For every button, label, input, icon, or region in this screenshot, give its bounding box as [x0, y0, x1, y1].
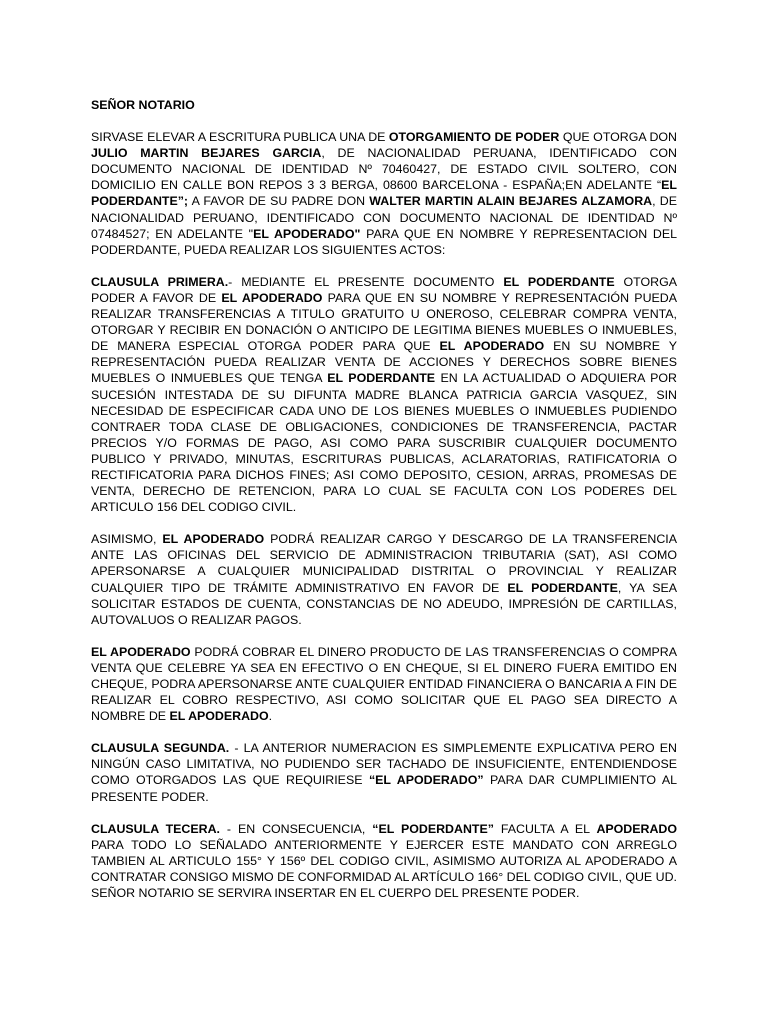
text-segment: PARA DAR CUMPLIMIENTO AL PRESENTE PODER. [91, 773, 678, 804]
paragraph-asimismo [91, 531, 677, 628]
text-segment: EN SU NOMBRE Y REPRESENTACIÓN PUEDA REALIZAR VENTA DE ACCIONES Y DERECHOS SOBRE BIENES MUEBLES O INMUEBLES QUE TENGA [91, 339, 677, 386]
text-segment: OTORGA PODER A FAVOR DE [91, 274, 677, 305]
text-segment: PODRÁ COBRAR EL DINERO PRODUCTO DE LAS TRANSFERENCIAS O COMPRA VENTA QUE CELEBRE YA SEA EN EFECTIVO O EN CHEQUE, SI EL DINERO FUERA EMITIDO EN CHEQUE, PODRA APERSONARSE ANTE CUALQUIER ENTIDAD FINANCIERA O BANCARIA A FIN DE REALIZAR EL COBRO RESPECTIVO, ASI COMO SOLICITAR QUE EL PAGO SEA DIRECTO A NOMBRE DE [91, 644, 677, 724]
paragraph-cobro [91, 644, 677, 724]
text-segment: - EN CONSECUENCIA, [219, 821, 373, 836]
bold-text: EL APODERADO [162, 532, 265, 547]
paragraph-introduction [91, 129, 677, 258]
bold-text: WALTER MARTIN ALAIN BEJARES ALZAMORA [369, 194, 653, 209]
bold-text: APODERADO [596, 821, 677, 836]
text-segment: A FAVOR DE SU PADRE DON [188, 194, 370, 209]
bold-text: EL APODERADO [169, 709, 269, 724]
bold-text: CLAUSULA SEGUNDA. [91, 741, 230, 756]
text-segment: PARA QUE EN NOMBRE Y REPRESENTACION DEL PODERDANTE, PUEDA REALIZAR LOS SIGUIENTES ACTOS: [91, 226, 677, 257]
text-segment: - MEDIANTE EL PRESENTE DOCUMENTO [228, 274, 504, 289]
bold-text: “EL APODERADO” [368, 773, 484, 788]
text-segment: , DE NACIONALIDAD PERUANA, IDENTIFICADO CON DOCUMENTO NACIONAL DE IDENTIDAD Nº 70460427, DE ESTADO CIVIL SOLTERO, CON DOMICILIO EN CALLE BON REPOS 3 3 BERGA, 08600 BARCELONA - ESPAÑA;EN ADELANTE “ [91, 146, 677, 193]
document-title: SEÑOR NOTARIO [91, 98, 195, 112]
document-page [91, 97, 677, 917]
text-segment: FACULTA A EL [493, 821, 597, 836]
bold-text: CLAUSULA PRIMERA. [91, 274, 229, 289]
text-segment: EN LA ACTUALIDAD O ADQUIERA POR SUCESIÓN INTESTADA DE SU DIFUNTA MADRE BLANCA PATRICIA GARCIA VASQUEZ, SIN NECESIDAD DE ESPECIFICAR CADA UNO DE LOS BIENES MUEBLES O INMUEBLES PUDIENDO CONTRAER TODA CLASE DE OBLIGACIONES, CONDICIONES DE TRANSFERENCIA, PACTAR PRECIOS Y/O FORMAS DE PAGO, ASI COMO PARA SUSCRIBIR CUALQUIER DOCUMENTO PUBLICO Y PRIVADO, MINUTAS, ESCRITURAS PUBLICAS, ACLARATORIAS, RATIFICATORIA O RECTIFICATORIA PARA DICHOS FINES; ASI COMO DEPOSITO, CESION, ARRAS, PROMESAS DE VENTA, DERECHO DE RETENCION, PARA LO CUAL SE FACULTA CON LOS PODERES DEL ARTICULO 156 DEL CODIGO CIVIL. [91, 371, 677, 515]
bold-text: CLAUSULA TECERA. [91, 821, 220, 836]
bold-text: EL APODERADO [221, 290, 323, 305]
text-segment: QUE OTORGA DON [559, 130, 678, 145]
document-body [91, 129, 677, 901]
bold-text: EL PODERDANTE”; [91, 178, 677, 209]
bold-text: EL APODERADO [439, 339, 545, 354]
text-segment: SIRVASE ELEVAR A ESCRITURA PUBLICA UNA DE [91, 130, 389, 145]
paragraph-clausula-tercera [91, 821, 677, 901]
bold-text: EL PODERDANTE [503, 274, 615, 289]
paragraph-clausula-primera [91, 274, 677, 515]
bold-text: EL APODERADO" [253, 226, 361, 241]
bold-text: EL PODERDANTE [327, 371, 436, 386]
text-segment: - LA ANTERIOR NUMERACION ES SIMPLEMENTE EXPLICATIVA PERO EN NINGÚN CASO LIMITATIVA, NO PUDIENDO SER TACHADO DE INSUFICIENTE, ENTENDIENDOSE COMO OTORGADOS LAS QUE REQUIRIESE [91, 741, 677, 788]
bold-text: EL PODERDANTE [507, 580, 618, 595]
bold-text: EL APODERADO [91, 644, 191, 659]
bold-text: “EL PODERDANTE” [372, 821, 494, 836]
text-segment: PARA TODO LO SEÑALADO ANTERIORMENTE Y EJERCER ESTE MANDATO CON ARREGLO TAMBIEN AL ARTICULO 155° Y 156º DEL CODIGO CIVIL, ASIMISMO AUTORIZA AL APODERADO A CONTRATAR CONSIGO MISMO DE CONFORMIDAD AL ARTÍCULO 166° DEL CODIGO CIVIL, QUE UD. SEÑOR NOTARIO SE SERVIRA INSERTAR EN EL CUERPO DEL PRESENTE PODER. [91, 837, 677, 901]
text-segment: . [268, 709, 273, 724]
text-segment: , YA SEA SOLICITAR ESTADOS DE CUENTA, CONSTANCIAS DE NO ADEUDO, IMPRESIÓN DE CARTILLAS, AUTOVALUOS O REALIZAR PAGOS. [91, 580, 677, 627]
text-segment: , DE NACIONALIDAD PERUANO, IDENTIFICADO CON DOCUMENTO NACIONAL DE IDENTIDAD Nº 07484527; EN ADELANTE " [91, 194, 677, 241]
bold-text: JULIO MARTIN BEJARES GARCIA [91, 146, 322, 161]
text-segment: PARA QUE EN SU NOMBRE Y REPRESENTACIÓN PUEDA REALIZAR TRANSFERENCIAS A TITULO GRATUITO U ONEROSO, CELEBRAR COMPRA VENTA, OTORGAR Y RECIBIR EN DONACIÓN O ANTICIPO DE LEGITIMA BIENES MUEBLES O INMUEBLES, DE MANERA ESPECIAL OTORGA PODER PARA QUE [91, 290, 677, 354]
text-segment: ASIMISMO, [91, 532, 163, 547]
text-segment: PODRÁ REALIZAR CARGO Y DESCARGO DE LA TRANSFERENCIA ANTE LAS OFICINAS DEL SERVICIO DE ADMINISTRACION TRIBUTARIA (SAT), ASI COMO APERSONARSE A CUALQUIER MUNICIPALIDAD DISTRITAL O PROVINCIAL Y REALIZAR CUALQUIER TIPO DE TRÁMITE ADMINISTRATIVO EN FAVOR DE [91, 532, 677, 595]
paragraph-clausula-segunda [91, 740, 677, 804]
bold-text: OTORGAMIENTO DE PODER [388, 130, 560, 145]
